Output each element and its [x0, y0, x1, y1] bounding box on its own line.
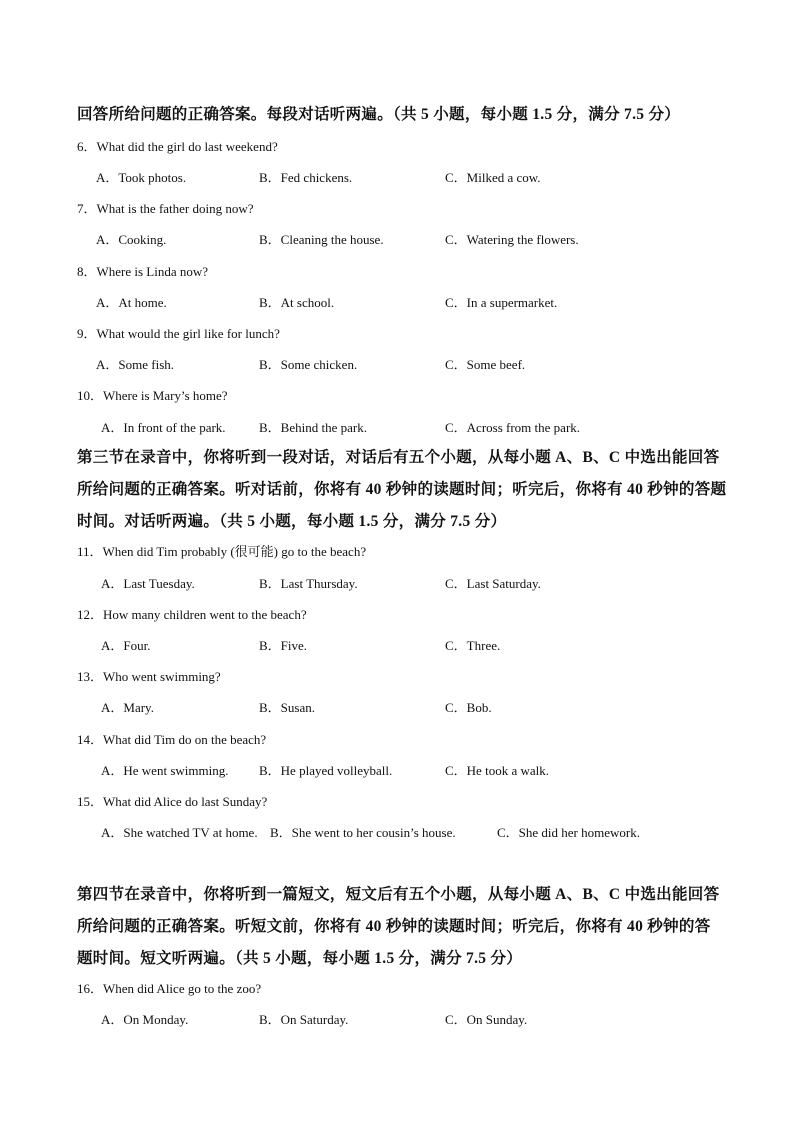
q12-option-c: C．Three. [445, 638, 501, 653]
q8-option-a: A．At home. [96, 295, 167, 310]
q14-option-c: C．He took a walk. [445, 763, 549, 778]
question-16: 16．When did Alice go to the zoo? [77, 981, 262, 996]
q6-option-a: A．Took photos. [96, 170, 187, 185]
q13-option-b: B．Susan. [259, 700, 315, 715]
q7-option-c: C．Watering the flowers. [445, 232, 579, 247]
q16-option-c: C．On Sunday. [445, 1012, 528, 1027]
section-4-line-3: 题时间。短文听两遍。（共 5 小题，每小题 1.5 分，满分 7.5 分） [77, 950, 523, 967]
q12-option-b: B．Five. [259, 638, 308, 653]
q10-option-a: A．In front of the park. [101, 420, 226, 435]
q8-option-c: C．In a supermarket. [445, 295, 558, 310]
q11-option-c: C．Last Saturday. [445, 576, 541, 591]
q15-option-c: C．She did her homework. [497, 825, 640, 840]
question-13: 13．Who went swimming? [77, 669, 221, 684]
question-14: 14．What did Tim do on the beach? [77, 732, 267, 747]
q14-option-b: B．He played volleyball. [259, 763, 393, 778]
instruction-line: 回答所给问题的正确答案。每段对话听两遍。（共 5 小题，每小题 1.5 分，满分 7.5 分） [77, 106, 681, 123]
q14-option-a: A．He went swimming. [101, 763, 229, 778]
q16-option-a: A．On Monday. [101, 1012, 189, 1027]
section-3-line-3: 时间。对话听两遍。（共 5 小题，每小题 1.5 分，满分 7.5 分） [77, 513, 507, 530]
question-8: 8．Where is Linda now? [77, 264, 209, 279]
q7-option-b: B．Cleaning the house. [259, 232, 384, 247]
question-7: 7．What is the father doing now? [77, 201, 254, 216]
q15-option-a: A．She watched TV at home. [101, 825, 258, 840]
section-4-line-1: 第四节在录音中，你将听到一篇短文，短文后有五个小题，从每小题 A、B、C 中选出能回答 [77, 886, 720, 903]
question-9: 9．What would the girl like for lunch? [77, 326, 280, 341]
q16-option-b: B．On Saturday. [259, 1012, 349, 1027]
question-15: 15．What did Alice do last Sunday? [77, 794, 268, 809]
section-3-line-1: 第三节在录音中，你将听到一段对话，对话后有五个小题，从每小题 A、B、C 中选出能回答 [77, 449, 720, 466]
q8-option-b: B．At school. [259, 295, 335, 310]
q7-option-a: A．Cooking. [96, 232, 167, 247]
q9-option-c: C．Some beef. [445, 357, 526, 372]
q10-option-c: C．Across from the park. [445, 420, 581, 435]
question-10: 10．Where is Mary’s home? [77, 388, 228, 403]
q6-option-c: C．Milked a cow. [445, 170, 541, 185]
q12-option-a: A．Four. [101, 638, 151, 653]
q11-option-a: A．Last Tuesday. [101, 576, 195, 591]
q11-option-b: B．Last Thursday. [259, 576, 358, 591]
q13-option-a: A．Mary. [101, 700, 154, 715]
question-6: 6．What did the girl do last weekend? [77, 139, 278, 154]
section-4-line-2: 所给问题的正确答案。听短文前，你将有 40 秒钟的读题时间；听完后，你将有 40 秒钟的答 [77, 918, 711, 935]
q9-option-b: B．Some chicken. [259, 357, 358, 372]
q13-option-c: C．Bob. [445, 700, 492, 715]
section-3-line-2: 所给问题的正确答案。听对话前，你将有 40 秒钟的读题时间；听完后，你将有 40 秒钟的答题 [77, 481, 727, 498]
question-11: 11．When did Tim probably (很可能) go to the beach? [77, 544, 367, 559]
q9-option-a: A．Some fish. [96, 357, 175, 372]
q10-option-b: B．Behind the park. [259, 420, 367, 435]
q15-option-b: B．She went to her cousin’s house. [270, 825, 456, 840]
question-12: 12．How many children went to the beach? [77, 607, 307, 622]
q6-option-b: B．Fed chickens. [259, 170, 353, 185]
